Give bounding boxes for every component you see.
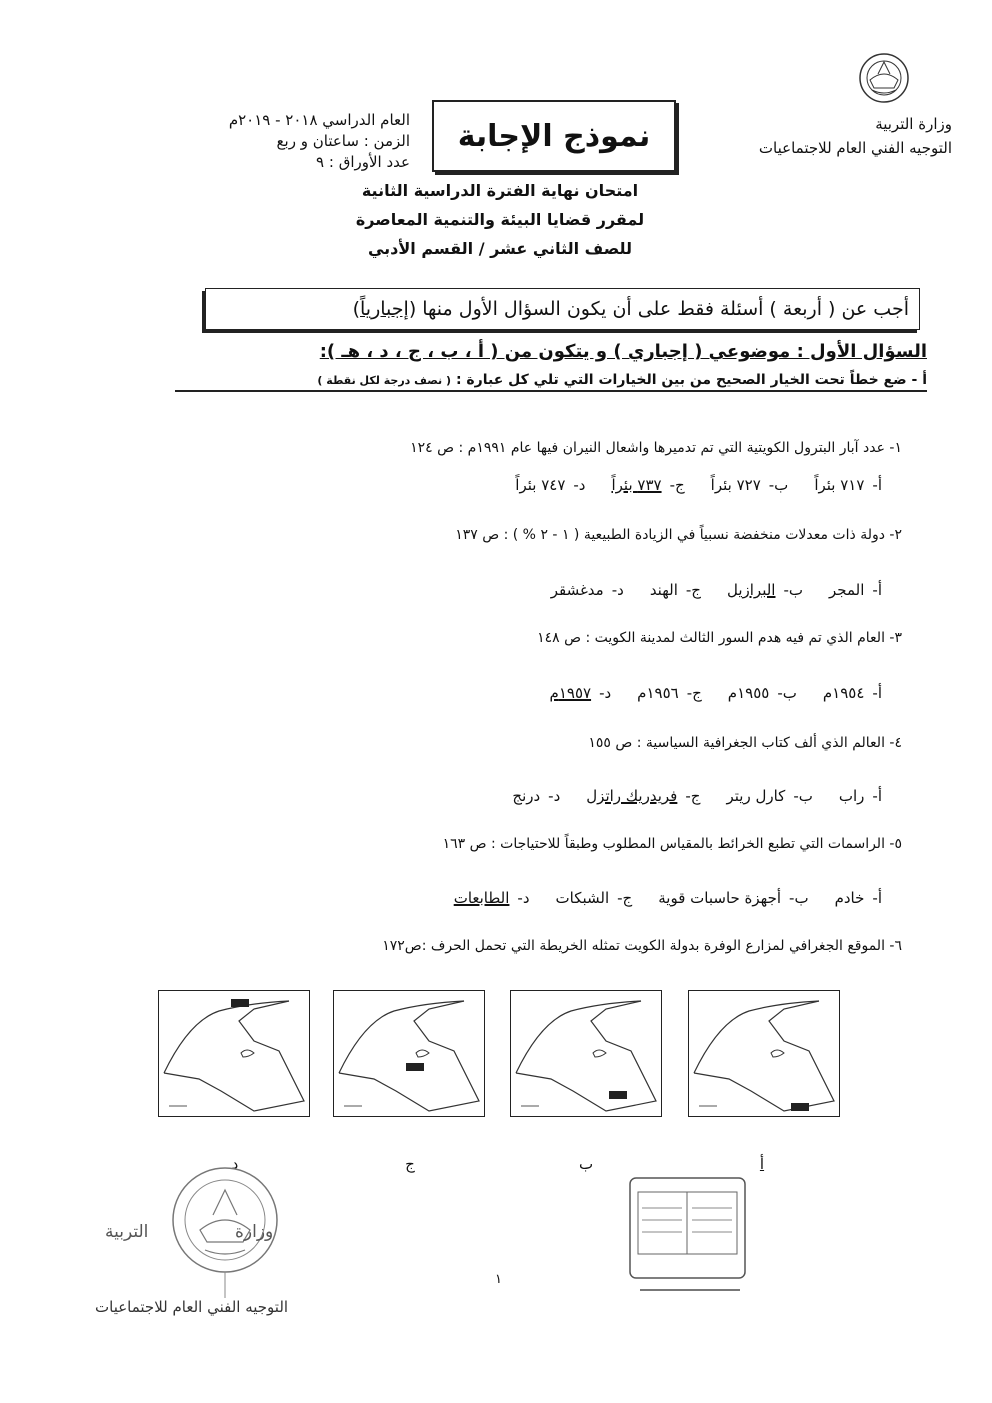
page-number: ١ xyxy=(495,1272,502,1287)
option-correct: ب-البرازيل xyxy=(726,581,804,599)
ministry-block xyxy=(652,112,952,160)
option-correct: د-الطابعات xyxy=(453,889,530,907)
kuwait-map-j xyxy=(333,990,485,1117)
map-label-b: ب xyxy=(578,1155,594,1173)
seal-department-text: التوجيه الفني العام للاجتماعيات xyxy=(95,1298,289,1316)
option-correct: ج-٧٣٧ بئراً xyxy=(611,476,685,494)
option: ب-١٩٥٥م xyxy=(727,684,797,702)
part-a-note: ( نصف درجة لكل نقطة ) xyxy=(317,374,452,387)
page-count: عدد الأوراق : ٩ xyxy=(316,153,410,171)
map-label-j: ج xyxy=(405,1155,415,1173)
question-1-title: السؤال الأول : موضوعي ( إجباري ) و يتكون من ( أ ، ب ، ج ، د ، هـ ): xyxy=(319,341,927,362)
option: ج-الهند xyxy=(649,581,701,599)
item-1-options xyxy=(515,476,882,494)
item-4-options xyxy=(512,787,882,805)
option: أ-المجر xyxy=(829,581,882,599)
course-title: لمقرر قضايا البيئة والتنمية المعاصرة xyxy=(355,210,645,229)
seal-tarbiya-text: التربية xyxy=(105,1222,149,1242)
map-label-d: د xyxy=(231,1155,239,1173)
answer-key-label: نموذج الإجابة xyxy=(457,118,651,154)
option: ب-كارل ريتر xyxy=(726,787,813,805)
option: أ-خادم xyxy=(834,889,882,907)
item-6-text: ٦- الموقع الجغرافي لمزارع الوفرة بدولة الكويت تمثله الخريطة التي تحمل الحرف :ص١٧٢ xyxy=(382,938,902,954)
kuwait-map-icon xyxy=(159,991,309,1116)
item-5-text: ٥- الراسمات التي تطبع الخرائط بالمقياس المطلوب وطبقاً للاحتياجات : ص ١٦٣ xyxy=(442,836,902,852)
grade-title: للصف الثاني عشر / القسم الأدبي xyxy=(367,239,633,258)
part-a-instruction xyxy=(175,372,927,392)
kuwait-map-a xyxy=(688,990,840,1117)
academic-year: العام الدراسي ٢٠١٨ - ٢٠١٩م xyxy=(228,111,410,129)
item-2-text: ٢- دولة ذات معدلات منخفضة نسبياً في الزيادة الطبيعية ( ١ - ٢ % ) : ص ١٣٧ xyxy=(455,527,902,543)
option: د-درنج xyxy=(512,787,561,805)
option: أ-راب xyxy=(838,787,882,805)
option: أ-٧١٧ بئراً xyxy=(814,476,882,494)
option-correct: ج-فريدريك راتزل xyxy=(586,787,701,805)
item-2-options xyxy=(551,581,882,599)
exam-info xyxy=(150,110,410,173)
item-1-text: ١- عدد آبار البترول الكويتية التي تم تدميرها واشعال النيران فيها عام ١٩٩١م : ص ١٢٤ xyxy=(410,440,902,456)
instruction-box xyxy=(205,288,920,330)
option: د-٧٤٧ بئراً xyxy=(515,476,586,494)
map-label-a: أ xyxy=(759,1155,765,1173)
department-stamp-icon xyxy=(610,1168,760,1298)
answer-key-box xyxy=(432,100,676,172)
option-correct: د-١٩٥٧م xyxy=(549,684,612,702)
kuwait-map-icon xyxy=(511,991,661,1116)
exam-duration: الزمن : ساعتان و ربع xyxy=(276,132,410,150)
instruction-text: أجب عن ( أربعة ) أسئلة فقط على أن يكون السؤال الأول منها ( xyxy=(408,298,909,320)
kuwait-map-b xyxy=(510,990,662,1117)
option: ب-أجهزة حاسبات قوية xyxy=(658,889,809,907)
option: د-مدغشقر xyxy=(550,581,624,599)
department-name: التوجيه الفني العام للاجتماعيات xyxy=(758,139,952,157)
option: أ-١٩٥٤م xyxy=(822,684,882,702)
item-5-options xyxy=(454,889,882,907)
kuwait-map-icon xyxy=(689,991,839,1116)
kuwait-emblem-icon xyxy=(856,50,912,106)
seal-ministry-text: وزارة xyxy=(235,1222,274,1242)
kuwait-map-icon xyxy=(334,991,484,1116)
exam-title-block xyxy=(300,176,700,263)
exam-title: امتحان نهاية الفترة الدراسية الثانية xyxy=(361,181,639,200)
ministry-name: وزارة التربية xyxy=(875,115,952,133)
item-3-text: ٣- العام الذي تم فيه هدم السور الثالث لمدينة الكويت : ص ١٤٨ xyxy=(537,630,902,646)
item-3-options xyxy=(550,684,882,702)
kuwait-map-d xyxy=(158,990,310,1117)
option: ج-الشبكات xyxy=(555,889,633,907)
option: ج-١٩٥٦م xyxy=(637,684,702,702)
item-4-text: ٤- العالم الذي ألف كتاب الجغرافية السياسية : ص ١٥٥ xyxy=(588,735,902,751)
instruction-emphasis: إجبارياً xyxy=(360,298,409,320)
part-a-text: أ - ضع خطاً تحت الخيار الصحيح من بين الخيارات التي تلي كل عبارة : xyxy=(455,372,927,388)
instruction-close: ) xyxy=(352,298,360,320)
option: ب-٧٢٧ بئراً xyxy=(710,476,789,494)
